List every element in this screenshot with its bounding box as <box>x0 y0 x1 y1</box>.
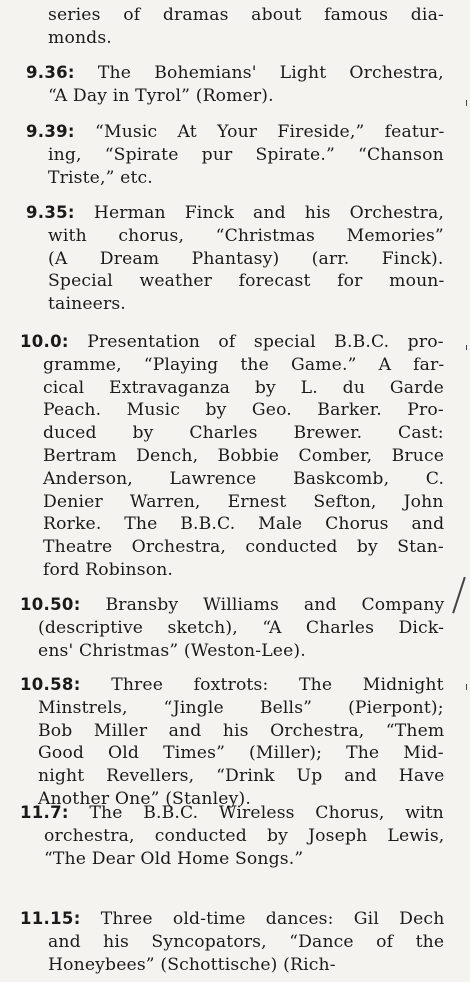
listing-text: Presentation of special B.B.C. pro- <box>68 332 444 352</box>
listing-first-line <box>26 202 444 224</box>
listing-line <box>48 85 274 107</box>
listing-first-line <box>48 4 444 26</box>
listing-text: Theatre Orchestra, conducted by Stan- <box>43 537 444 558</box>
listing-line <box>43 354 444 376</box>
listing-text: Three old-time dances: Gil Dech <box>80 909 445 929</box>
listing-first-line <box>20 908 444 930</box>
listing-text: ens' Christmas” (Weston-Lee). <box>38 640 306 661</box>
listing-first-line <box>20 674 444 696</box>
listing-text: The B.B.C. Wireless Chorus, witn <box>68 803 444 823</box>
listing-text: Bob Miller and his Orchestra, “Them <box>38 720 445 741</box>
broadcast-time: 9.39: <box>26 122 75 141</box>
listing-line <box>48 931 444 953</box>
listing-text: cical Extravaganza by L. du Garde <box>43 377 444 398</box>
broadcast-time: 11.15: <box>20 909 81 928</box>
listing-line <box>38 640 306 662</box>
listing-text: Bransby Williams and Company <box>80 595 445 615</box>
listing-text: Herman Finck and his Orchestra, <box>74 203 444 223</box>
listing-text: orchestra, conducted by Joseph Lewis, <box>44 825 445 846</box>
listing-text: “Music At Your Fireside,” featur- <box>74 122 445 142</box>
listing-line <box>43 513 444 535</box>
listing-line <box>38 742 444 764</box>
listing-text: monds. <box>48 27 112 48</box>
listing-text: (descriptive sketch), “A Charles Dick- <box>38 617 445 638</box>
listing-line <box>43 468 444 490</box>
listing-text: Bertram Dench, Bobbie Comber, Bruce <box>43 446 445 466</box>
listing-first-line <box>20 594 444 616</box>
listing-line <box>43 399 444 421</box>
listing-line <box>48 270 444 292</box>
listing-line <box>48 144 444 166</box>
listing-text: “A Day in Tyrol” (Romer). <box>48 85 274 106</box>
listing-text: Special weather forecast for moun- <box>48 271 445 292</box>
listing-text: Three foxtrots: The Midnight <box>80 675 444 695</box>
listing-text: Another One” (Stanley). <box>38 789 251 809</box>
listing-text: (A Dream Phantasy) (arr. Finck). <box>48 248 444 269</box>
listing-text: Rorke. The B.B.C. Male Chorus and <box>43 514 445 535</box>
broadcast-time: 11.7: <box>20 803 69 822</box>
listing-line <box>48 954 336 976</box>
listing-line <box>43 536 444 558</box>
scan-artifact-mark <box>466 100 467 106</box>
listing-line <box>38 765 444 787</box>
listing-line <box>43 491 444 513</box>
listing-text: duced by Charles Brewer. Cast: <box>43 423 444 444</box>
listing-text: Peach. Music by Geo. Barker. Pro- <box>43 400 444 421</box>
listing-text: Triste,” etc. <box>48 167 153 188</box>
listing-text: Minstrels, “Jingle Bells” (Pierpont); <box>38 697 444 718</box>
listing-line <box>48 167 153 189</box>
scan-artifact-mark <box>452 577 465 614</box>
listing-text: Good Old Times” (Miller); The Mid- <box>38 743 444 764</box>
listing-text: taineers. <box>48 294 126 315</box>
broadcast-time: 9.36: <box>26 63 75 82</box>
listing-line <box>43 559 173 581</box>
listing-line <box>43 422 444 444</box>
broadcast-time: 9.35: <box>26 203 75 222</box>
listing-line <box>38 697 444 719</box>
listing-first-line <box>20 802 444 824</box>
listing-line <box>48 248 444 270</box>
listing-text: series of dramas about famous dia- <box>48 5 444 25</box>
listing-text: The Bohemians' Light Orchestra, <box>74 63 444 83</box>
listing-text: and his Syncopators, “Dance of the <box>48 931 445 952</box>
listing-text: ford Robinson. <box>43 560 174 580</box>
listing-text: gramme, “Playing the Game.” A far- <box>43 354 445 375</box>
listing-line <box>48 225 444 247</box>
broadcast-time: 10.58: <box>20 675 81 694</box>
listing-line <box>48 293 126 315</box>
listing-text: ing, “Spirate pur Spirate.” “Chanson <box>48 144 444 165</box>
scan-artifact-mark <box>466 684 467 690</box>
listing-line <box>43 377 444 399</box>
listing-text: with chorus, “Christmas Memories” <box>48 225 444 246</box>
listing-text: Anderson, Lawrence Baskcomb, C. <box>43 468 445 489</box>
broadcast-time: 10.0: <box>20 332 69 351</box>
listing-line <box>38 617 444 639</box>
listing-first-line <box>20 331 444 353</box>
listing-text: Denier Warren, Ernest Sefton, John <box>43 491 444 512</box>
listing-line <box>48 27 112 49</box>
listing-line <box>43 445 444 467</box>
listing-line <box>44 825 444 847</box>
listing-text: night Revellers, “Drink Up and Have <box>38 766 445 787</box>
scan-artifact-mark <box>466 345 467 350</box>
listing-text: “The Dear Old Home Songs.” <box>44 848 304 869</box>
listing-first-line <box>26 121 444 143</box>
listing-line <box>44 848 303 870</box>
listing-text: Honeybees” (Schottische) (Rich- <box>48 954 336 975</box>
listing-line <box>38 720 444 742</box>
listing-first-line <box>26 62 444 84</box>
broadcast-time: 10.50: <box>20 595 81 614</box>
